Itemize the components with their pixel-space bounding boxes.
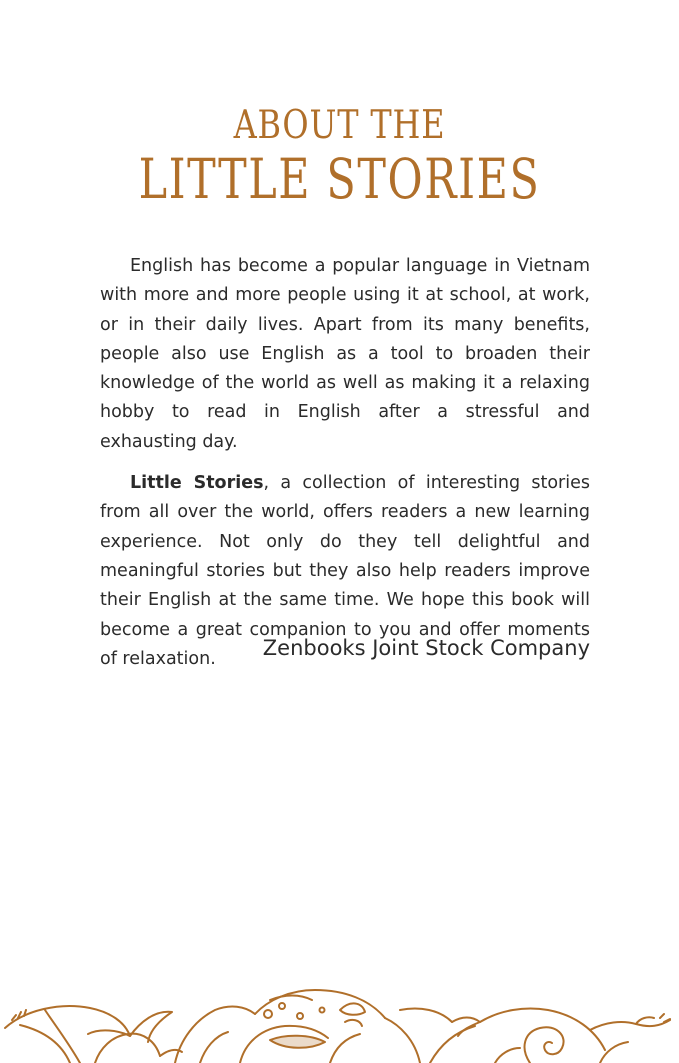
page-heading bbox=[0, 100, 679, 210]
paragraph-1: English has become a popular language in Vietnam with more and more people using it at school, at work, or in their daily lives. Apart from its many benefits, people also use English as a tool to broaden their knowledge of the world as well as making it a relaxing hobby to read in English after a stressful and exhausting day. bbox=[100, 256, 590, 452]
signature: Zenbooks Joint Stock Company bbox=[262, 636, 590, 660]
heading-line-2: LITTLE STORIES bbox=[138, 147, 541, 211]
body-text bbox=[100, 252, 590, 686]
bottom-ornament-illustration bbox=[0, 970, 679, 1063]
book-title-bold: Little Stories bbox=[130, 473, 264, 494]
heading-line-1: ABOUT THE bbox=[233, 103, 446, 148]
paragraph-2-text: , a collection of interesting stories from all over the world, offers readers a new learning experience. Not only do they tell delightful and meaningful stories but they also help readers improve their English at the same time. We hope this book will become a great companion to you and offer moments of relaxation. bbox=[100, 473, 590, 669]
